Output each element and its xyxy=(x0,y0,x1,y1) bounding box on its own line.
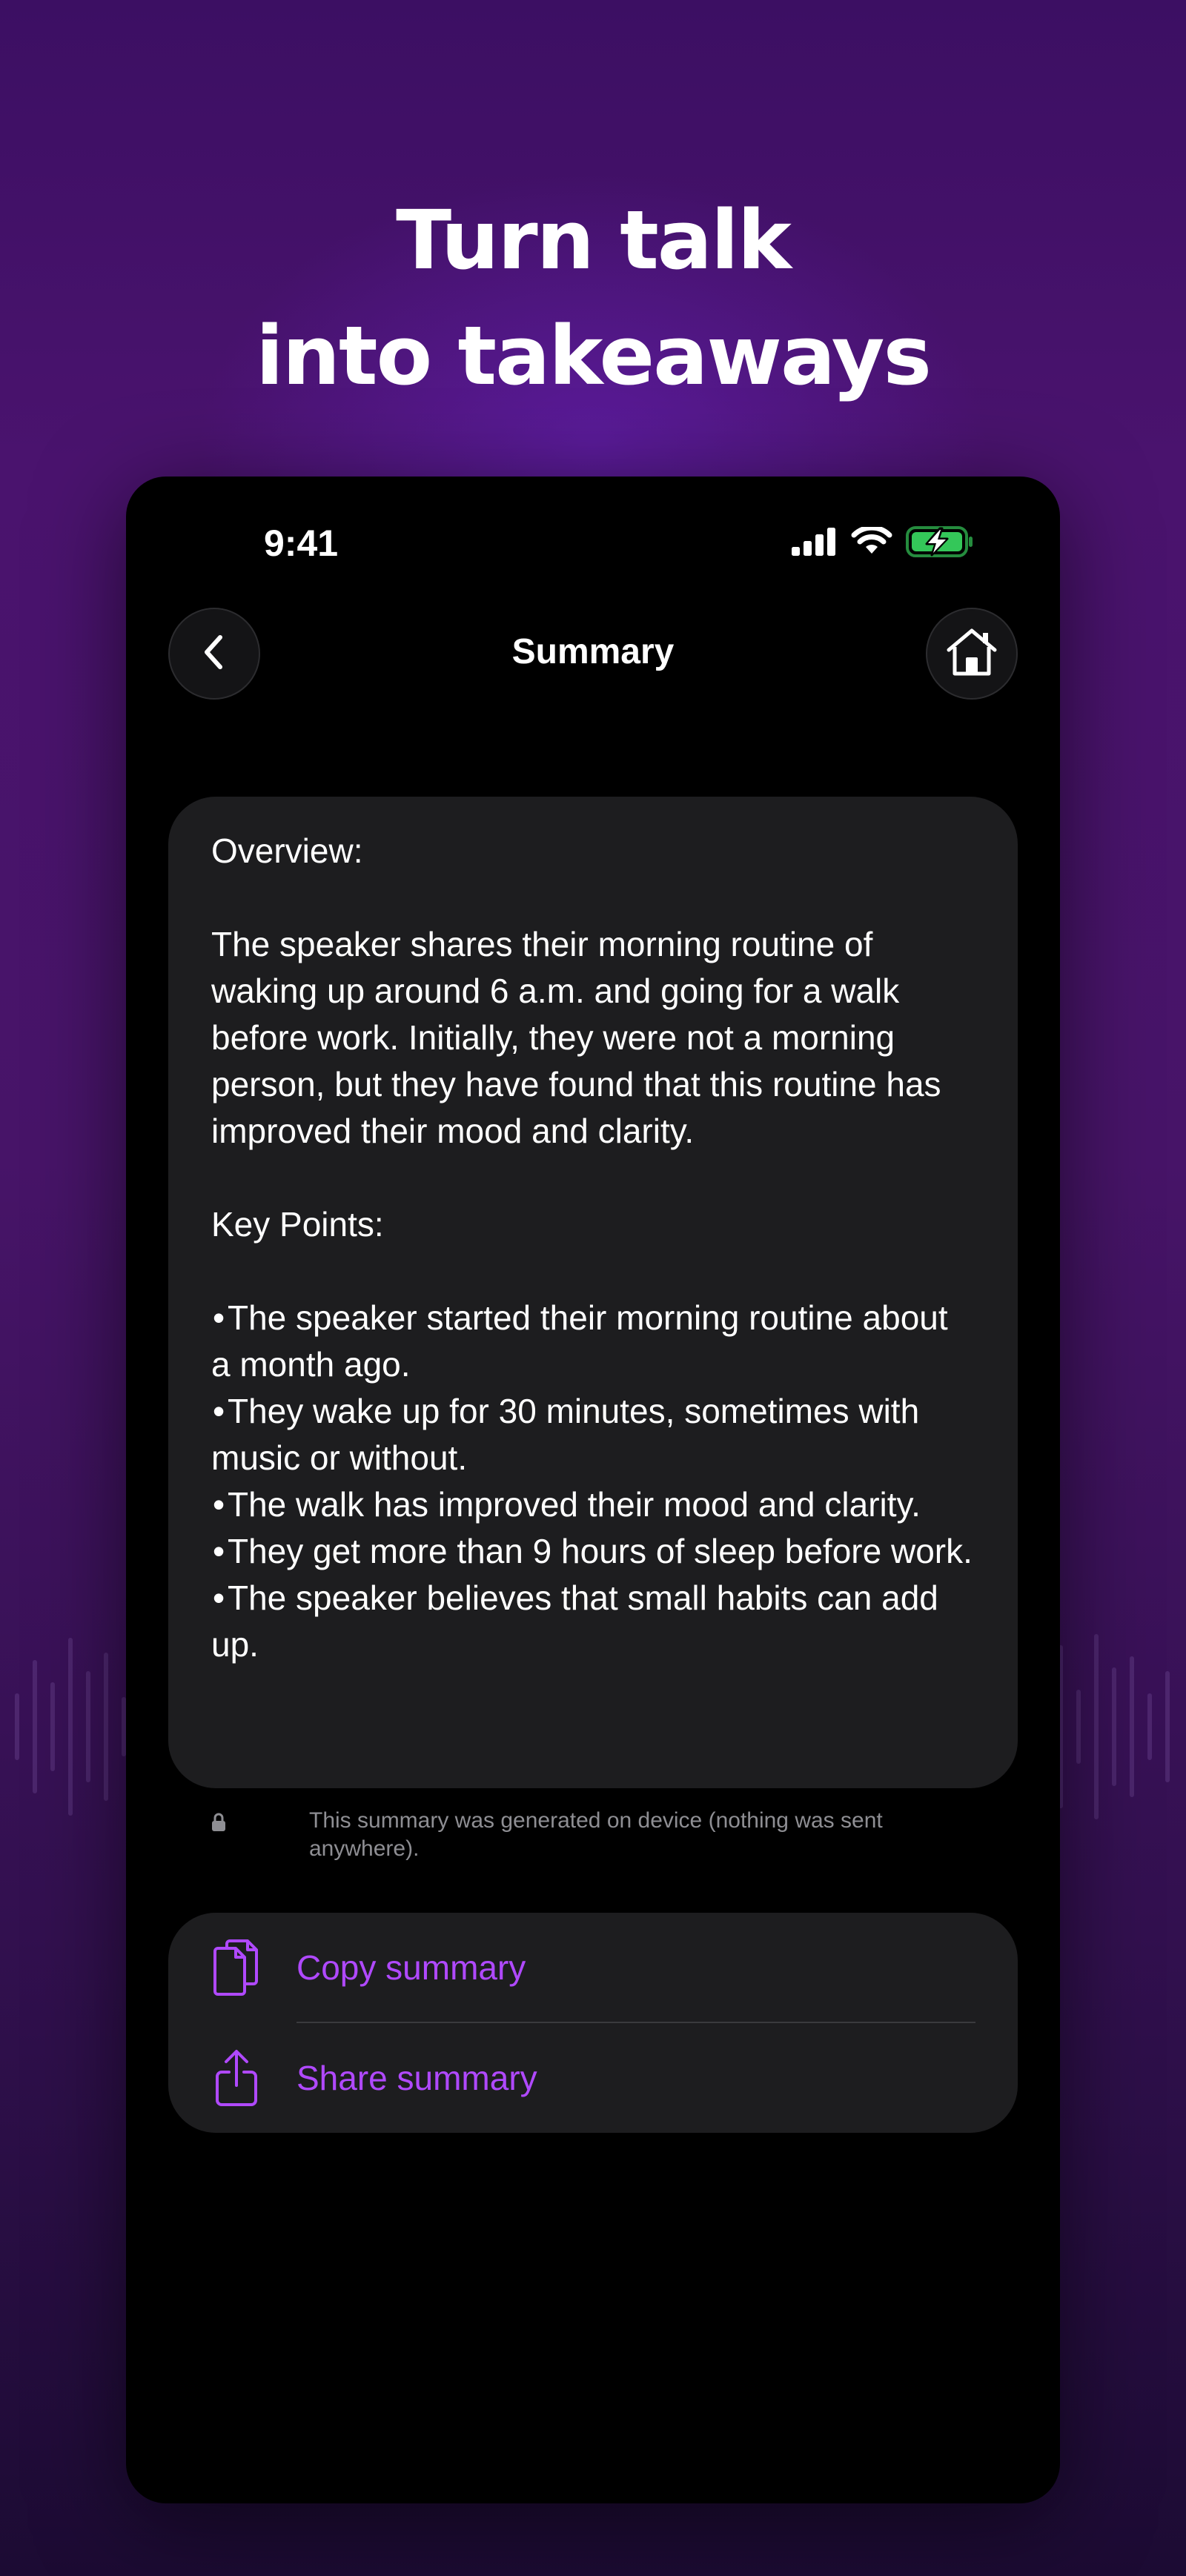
summary-card xyxy=(168,797,1018,1788)
screen-title: Summary xyxy=(511,632,675,671)
key-point-text: The walk has improved their mood and clarity. xyxy=(228,1485,921,1524)
key-point-item xyxy=(211,1528,975,1575)
home-icon xyxy=(944,626,999,682)
key-point-text: They wake up for 30 minutes, sometimes with music or without. xyxy=(211,1392,920,1477)
phone-screen xyxy=(126,477,1060,2503)
status-time: 9:41 xyxy=(264,522,339,564)
copy-documents-icon xyxy=(210,1941,263,1994)
bullet-marker: • xyxy=(213,1532,225,1570)
home-button[interactable] xyxy=(926,608,1018,700)
privacy-note-text: This summary was generated on device (nothing was sent anywhere). xyxy=(309,1808,883,1861)
copy-summary-button[interactable] xyxy=(168,1913,1018,2022)
key-point-text: The speaker believes that small habits can add up. xyxy=(211,1579,938,1664)
headline-line-2: into takeaways xyxy=(256,308,930,403)
share-summary-label: Share summary xyxy=(296,2059,537,2097)
key-point-item xyxy=(211,1481,975,1528)
bullet-marker: • xyxy=(213,1485,225,1524)
key-point-text: They get more than 9 hours of sleep before work. xyxy=(228,1532,973,1570)
key-point-item xyxy=(211,1388,975,1481)
key-point-item xyxy=(211,1575,975,1668)
copy-summary-label: Copy summary xyxy=(296,1948,526,1987)
bullet-marker: • xyxy=(213,1298,225,1337)
status-bar xyxy=(126,477,1060,610)
key-points-heading: Key Points: xyxy=(211,1205,384,1244)
share-icon xyxy=(210,2051,263,2105)
cellular-signal-icon xyxy=(792,528,838,560)
lock-icon xyxy=(211,1813,226,1836)
wifi-icon xyxy=(851,527,892,560)
actions-card xyxy=(168,1913,1018,2133)
navigation-bar xyxy=(126,606,1060,703)
status-icons xyxy=(792,527,974,560)
key-point-item xyxy=(211,1295,975,1388)
key-points-list xyxy=(211,1295,975,1668)
privacy-note xyxy=(168,1807,1018,1866)
marketing-headline xyxy=(0,182,1186,414)
bullet-marker: • xyxy=(213,1579,225,1617)
key-point-text: The speaker started their morning routine about a month ago. xyxy=(211,1298,948,1384)
overview-heading: Overview: xyxy=(211,831,363,870)
battery-charging-icon xyxy=(906,525,974,562)
headline-line-1: Turn talk xyxy=(396,193,790,288)
overview-text: The speaker shares their morning routine of waking up around 6 a.m. and going for a walk before work. Initially, they were not a morning person, but they have found that this routine has improved their mood and clarity. xyxy=(211,925,941,1150)
share-summary-button[interactable] xyxy=(168,2023,1018,2133)
bullet-marker: • xyxy=(213,1392,225,1430)
